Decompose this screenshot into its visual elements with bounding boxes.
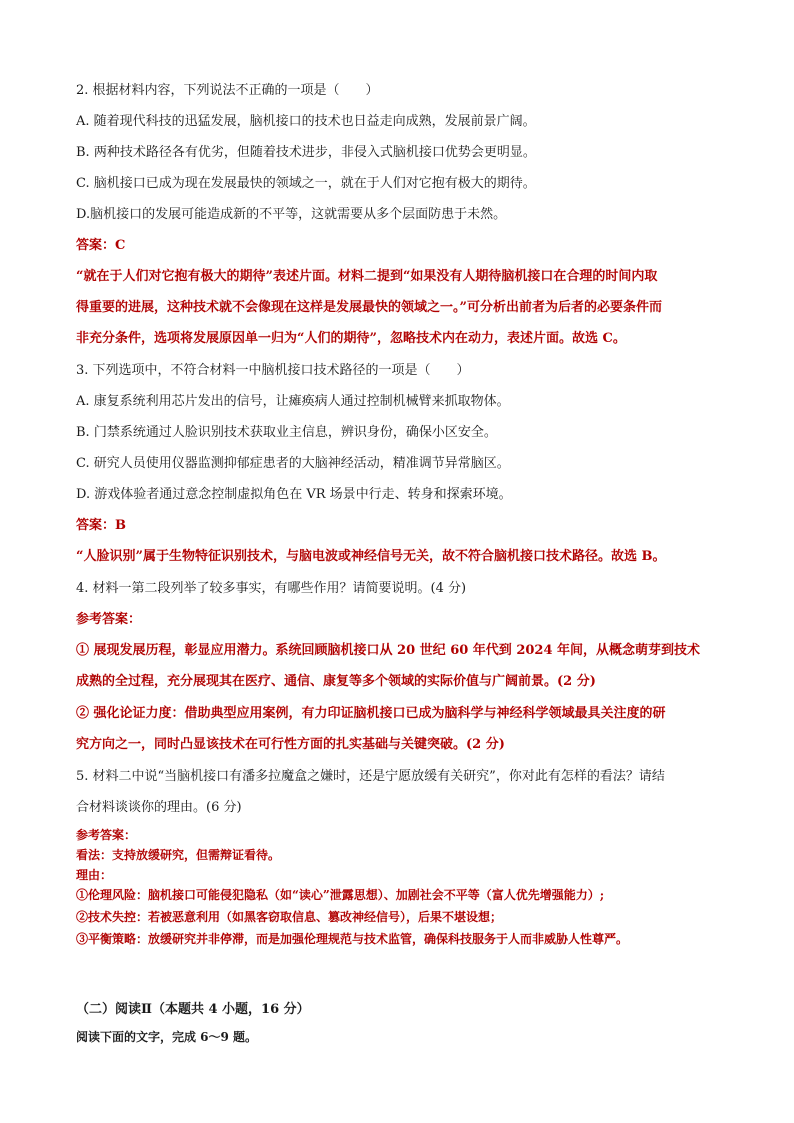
- q2-answer: 答案：C: [76, 238, 126, 253]
- q2-option-c: C. 脑机接口已成为现在发展最快的领域之一，就在于人们对它抱有极大的期待。: [76, 176, 536, 191]
- q3-explanation-line: “人脸识别”属于生物特征识别技术，与脑电波或神经信号无关，故不符合脑机接口技术路径。故选 B。: [76, 549, 666, 564]
- q5-reason: ③平衡策略：放缓研究并非停滞，而是加强伦理规范与技术监管，确保科技服务于人而非威胁人性尊严。: [76, 932, 629, 946]
- q4-answer-line: ② 强化论证力度：借助典型应用案例，有力印证脑机接口已成为脑科学与神经科学领域最具关注度的研: [76, 706, 666, 721]
- q3-option-c: C. 研究人员使用仪器监测抑郁症患者的大脑神经活动，精准调节异常脑区。: [76, 456, 510, 471]
- q5-reason: ①伦理风险：脑机接口可能侵犯隐私（如“读心”泄露思想）、加剧社会不平等（富人优先增强能力）;: [76, 888, 605, 902]
- q3-option-a: A. 康复系统利用芯片发出的信号，让瘫痪病人通过控制机械臂来抓取物体。: [76, 394, 510, 409]
- q4-answer-line: 究方向之一，同时凸显该技术在可行性方面的扎实基础与关键突破。(2 分): [76, 737, 505, 752]
- section-instruction: 阅读下面的文字，完成 6～9 题。: [76, 1030, 258, 1044]
- q2-option-a: A. 随着现代科技的迅猛发展，脑机接口的技术也日益走向成熟，发展前景广阔。: [76, 114, 536, 129]
- q5-stem-line: 合材料谈谈你的理由。(6 分): [76, 800, 242, 815]
- q3-option-d: D. 游戏体验者通过意念控制虚拟角色在 VR 场景中行走、转身和探索环境。: [76, 487, 512, 502]
- q2-option-d: D.脑机接口的发展可能造成新的不平等，这就需要从多个层面防患于未然。: [76, 207, 507, 222]
- q2-option-b: B. 两种技术路径各有优劣，但随着技术进步，非侵入式脑机接口优势会更明显。: [76, 145, 536, 160]
- q4-stem: 4. 材料一第二段列举了较多事实，有哪些作用？请简要说明。(4 分): [76, 581, 467, 596]
- q5-stem-line: 5. 材料二中说“当脑机接口有潘多拉魔盒之嫌时，还是宁愿放缓有关研究”，你对此有怎样的看法？请结: [76, 769, 665, 784]
- q4-answer-line: 成熟的全过程，充分展现其在医疗、通信、康复等多个领域的实际价值与广阔前景。(2 分): [76, 674, 596, 689]
- q2-explanation-line: 得重要的进展，这种技术就不会像现在这样是发展最快的领域之一。”可分析出前者为后者的必要条件而: [76, 300, 662, 315]
- q4-reference-label: 参考答案：: [76, 612, 142, 627]
- q3-option-b: B. 门禁系统通过人脸识别技术获取业主信息，辨识身份，确保小区安全。: [76, 425, 497, 440]
- q5-reason: ②技术失控：若被恶意利用（如黑客窃取信息、篡改神经信号），后果不堪设想；: [76, 910, 503, 924]
- q5-view: 看法：支持放缓研究，但需辩证看待。: [76, 848, 281, 862]
- q5-reason-label: 理由：: [76, 868, 113, 882]
- q3-answer: 答案：B: [76, 518, 126, 533]
- q2-explanation-line: 非充分条件，选项将发展原因单一归为“人们的期待”，忽略技术内在动力，表述片面。故选 C。: [76, 331, 626, 346]
- section-title: （二）阅读Ⅱ（本题共 4 小题，16 分）: [76, 1002, 310, 1017]
- q2-explanation-line: “就在于人们对它抱有极大的期待”表述片面。材料二提到“如果没有人期待脑机接口在合理的时间内取: [76, 269, 658, 284]
- q3-stem: 3. 下列选项中，不符合材料一中脑机接口技术路径的一项是（ ）: [76, 363, 470, 378]
- q5-reference-label: 参考答案：: [76, 828, 137, 842]
- q2-stem: 2. 根据材料内容，下列说法不正确的一项是（ ）: [76, 83, 379, 98]
- q4-answer-line: ① 展现发展历程，彰显应用潜力。系统回顾脑机接口从 20 世纪 60 年代到 2024 年间，从概念萌芽到技术: [76, 643, 701, 658]
